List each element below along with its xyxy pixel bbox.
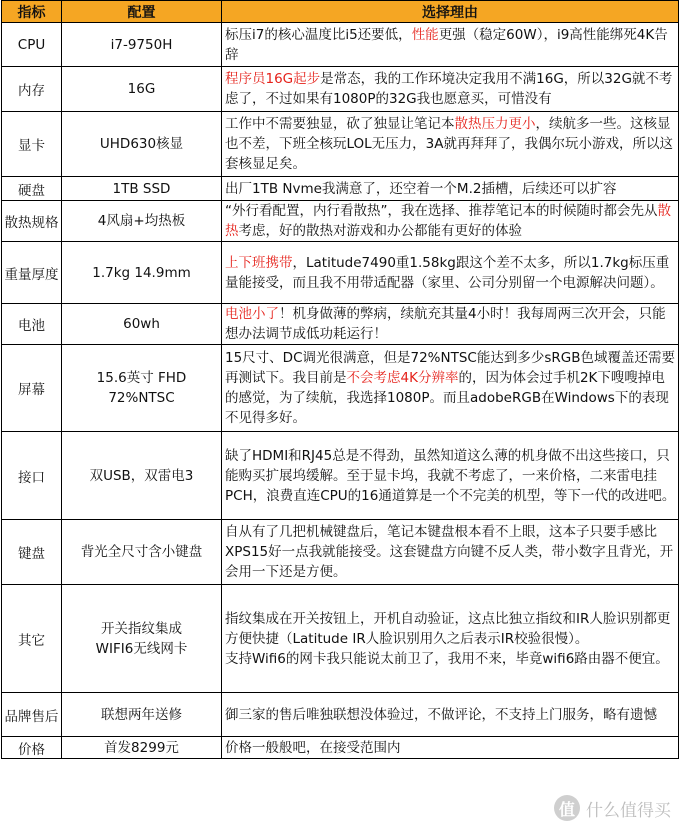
reason-text: 15尺寸、DC调光很满意，但是72%NTSC能达到多少sRGB色域覆盖还需要再测试下。我目前是 bbox=[225, 350, 675, 386]
reason-text: ，续航多一些。这核显也不差，下班全核玩LOL无压力，3A就再拜拜了，我偶尔玩小游戏，所以这套核显足矣。 bbox=[225, 116, 674, 172]
spec-name: 显卡 bbox=[2, 112, 62, 177]
spec-value-line: 联想两年送修 bbox=[101, 706, 182, 723]
spec-value bbox=[62, 345, 222, 432]
spec-value-line: 4风扇+均热板 bbox=[97, 213, 186, 229]
reason-text: 缺了HDMI和RJ45总是不得劲，虽然知道这么薄的机身做不出这些接口，只能购买扩展坞缓解。至于显卡坞，我就不考虑了，一来价格，二来雷电挂PCH，浪费直连CPU的16通道算是一个不完美的机型，等下一代的改进吧。 bbox=[225, 447, 676, 504]
reason-text: 支持Wifi6的网卡我只能说太前卫了，我用不来，毕竟wifi6路由器不便宜。 bbox=[225, 650, 669, 667]
reason-text: 的，因为体会过手机2K下嗖嗖掉电的感觉，为了续航，我选择1080P。而且adobeRGB在Windows下的表现不见得多好。 bbox=[225, 370, 669, 426]
spec-reason bbox=[222, 693, 679, 737]
spec-value-line: 1.7kg 14.9mm bbox=[92, 264, 191, 281]
reason-highlight: 性能 bbox=[411, 26, 439, 43]
table-row bbox=[2, 585, 679, 693]
spec-reason bbox=[222, 177, 679, 201]
reason-text: ，Latitude7490重1.58kg跟这个差不太多，所以1.7kg标压重量能接受，而且我不用带适配器（家里、公司分别留一个电源解决问题）。 bbox=[225, 254, 670, 291]
table-row bbox=[2, 177, 679, 201]
reason-highlight: 电池小了 bbox=[225, 306, 279, 322]
table-row bbox=[2, 67, 679, 112]
spec-value bbox=[62, 23, 222, 67]
spec-name: CPU bbox=[2, 23, 62, 67]
reason-text: 考虑，好的散热对游戏和办公都能有更好的体验 bbox=[238, 223, 522, 239]
table-row bbox=[2, 201, 679, 242]
reason-highlight: 散热压力更小 bbox=[454, 116, 536, 132]
reason-text: 工作中不需要独显，砍了独显让笔记本 bbox=[225, 116, 455, 132]
spec-value-line: UHD630核显 bbox=[99, 136, 184, 152]
reason-highlight: 上下班携带 bbox=[225, 254, 293, 271]
reason-text: 标压i7的核心温度比i5还要低， bbox=[225, 26, 412, 43]
spec-value-line: 1TB SSD bbox=[112, 180, 171, 197]
smzdm-logo-icon: 值 bbox=[554, 795, 580, 821]
reason-text: 指纹集成在开关按钮上，开机自动验证，这点比独立指纹和IR人脸识别都更方便快捷（Latitude IR人脸识别用久之后表示IR校验很慢）。 bbox=[225, 610, 671, 647]
spec-value-line: WIFI6无线网卡 bbox=[95, 640, 188, 657]
reason-text: 价格一般般吧，在接受范围内 bbox=[225, 739, 401, 756]
reason-text: 更强（稳定60W），i9高性能绑死4K告辞 bbox=[225, 26, 668, 63]
spec-name: 其它 bbox=[2, 585, 62, 693]
reason-highlight: 程序员16G起步 bbox=[225, 71, 321, 87]
spec-value-line: 背光全尺寸含小键盘 bbox=[80, 544, 203, 560]
spec-name: 接口 bbox=[2, 432, 62, 520]
watermark-text: 什么值得买 bbox=[586, 800, 671, 821]
spec-value bbox=[62, 177, 222, 201]
table-row bbox=[2, 345, 679, 432]
spec-name: 散热规格 bbox=[2, 201, 62, 242]
spec-name: 硬盘 bbox=[2, 177, 62, 201]
table-row bbox=[2, 520, 679, 585]
table-row bbox=[2, 112, 679, 177]
header-row bbox=[2, 1, 679, 23]
reason-text: “外行看配置，内行看散热”，我在选择、推荐笔记本的时候随时都会先从 bbox=[225, 203, 658, 219]
spec-reason bbox=[222, 112, 679, 177]
spec-reason bbox=[222, 23, 679, 67]
spec-value bbox=[62, 432, 222, 520]
reason-text: 是常态，我的工作环境决定我用不满16G，所以32G就不考虑了，不过如果有1080P的32G我也愿意买，可惜没有 bbox=[225, 71, 673, 107]
spec-reason bbox=[222, 585, 679, 693]
spec-value-line: 开关指纹集成 bbox=[101, 620, 182, 637]
spec-value bbox=[62, 201, 222, 242]
spec-reason bbox=[222, 201, 679, 242]
spec-value bbox=[62, 304, 222, 345]
watermark bbox=[554, 795, 671, 821]
header-reason: 选择理由 bbox=[222, 1, 679, 23]
spec-value bbox=[62, 585, 222, 693]
spec-value bbox=[62, 67, 222, 112]
spec-value-line: 双USB，双雷电3 bbox=[89, 467, 194, 484]
table-row bbox=[2, 693, 679, 737]
spec-name: 内存 bbox=[2, 67, 62, 112]
spec-reason bbox=[222, 520, 679, 585]
spec-reason bbox=[222, 432, 679, 520]
spec-name: 价格 bbox=[2, 737, 62, 759]
table-row bbox=[2, 432, 679, 520]
spec-value-line: 72%NTSC bbox=[108, 390, 175, 406]
reason-text: 自从有了几把机械键盘后，笔记本键盘根本看不上眼，这本子只要手感比XPS15好一点我就能接受。这套键盘方向键不反人类，带小数字且背光，开会用一下还是方便。 bbox=[225, 524, 674, 580]
spec-name: 屏幕 bbox=[2, 345, 62, 432]
spec-name: 重量厚度 bbox=[2, 242, 62, 304]
spec-value bbox=[62, 693, 222, 737]
table-row bbox=[2, 304, 679, 345]
reason-highlight: 不会考虑4K分辨率 bbox=[346, 370, 459, 386]
reason-highlight: 散热 bbox=[225, 203, 671, 239]
spec-value-line: 首发8299元 bbox=[104, 739, 179, 756]
reason-text: ！机身做薄的弊病，续航充其量4小时！我每周两三次开会，只能想办法调节成低功耗运行！ bbox=[225, 306, 666, 342]
spec-name: 键盘 bbox=[2, 520, 62, 585]
spec-value-line: i7-9750H bbox=[110, 36, 173, 53]
header-indicator: 指标 bbox=[2, 1, 62, 23]
spec-value-line: 15.6英寸 FHD bbox=[96, 370, 187, 386]
spec-value-line: 60wh bbox=[123, 316, 160, 332]
spec-value bbox=[62, 112, 222, 177]
spec-table bbox=[1, 0, 679, 759]
spec-value bbox=[62, 520, 222, 585]
header-config: 配置 bbox=[62, 1, 222, 23]
spec-value-line: 16G bbox=[127, 81, 156, 97]
reason-text: 出厂1TB Nvme我满意了，还空着一个M.2插槽，后续还可以扩容 bbox=[225, 180, 617, 197]
spec-reason bbox=[222, 67, 679, 112]
table-row bbox=[2, 737, 679, 759]
reason-text: 御三家的售后唯独联想没体验过，不做评论，不支持上门服务，略有遗憾 bbox=[225, 706, 657, 723]
table-row bbox=[2, 242, 679, 304]
spec-reason bbox=[222, 737, 679, 759]
spec-reason bbox=[222, 242, 679, 304]
spec-value bbox=[62, 737, 222, 759]
spec-name: 电池 bbox=[2, 304, 62, 345]
spec-reason bbox=[222, 345, 679, 432]
table-row bbox=[2, 23, 679, 67]
spec-value bbox=[62, 242, 222, 304]
spec-name: 品牌售后 bbox=[2, 693, 62, 737]
spec-reason bbox=[222, 304, 679, 345]
